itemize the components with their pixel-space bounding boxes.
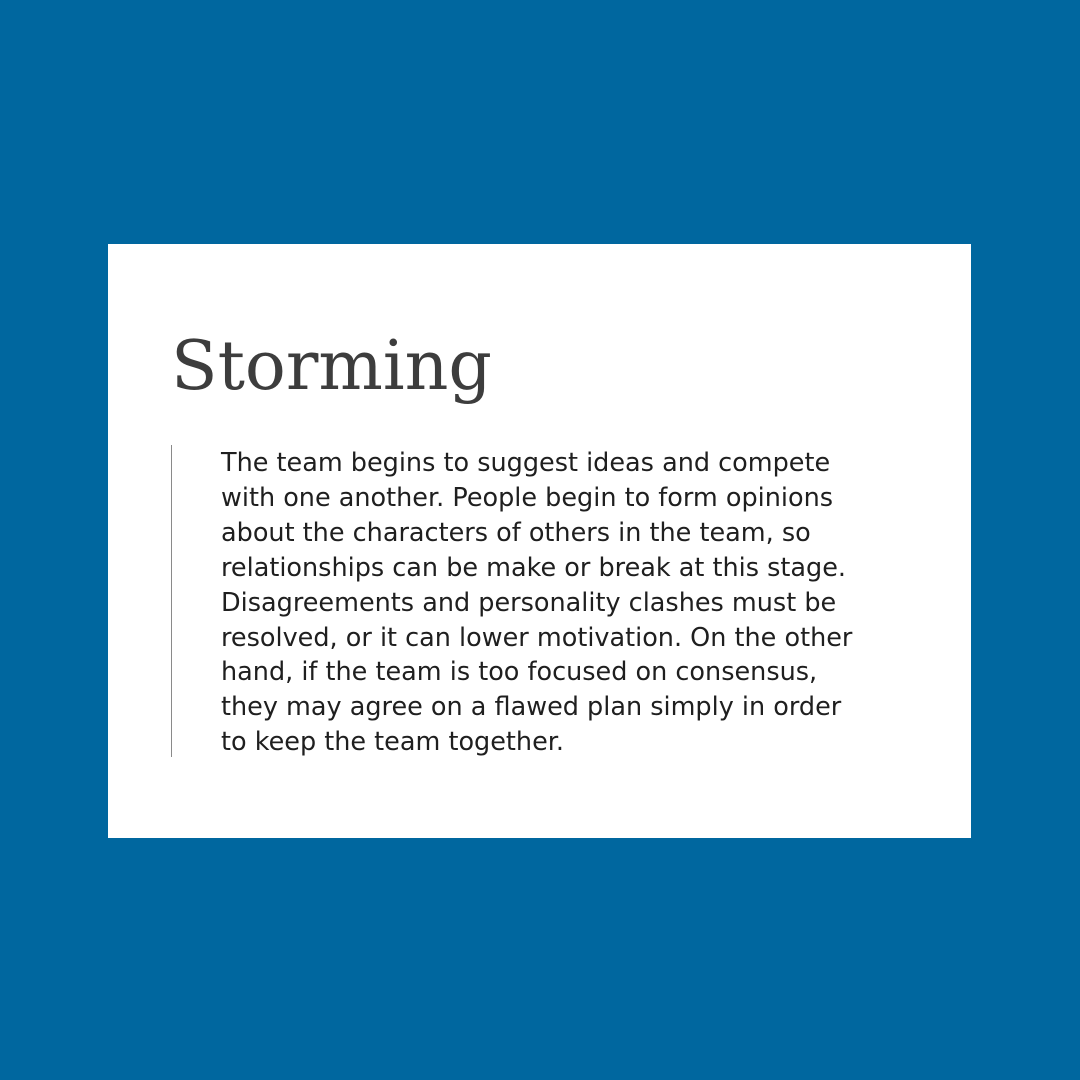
body-paragraph <box>221 446 921 760</box>
body-line: hand, if the team is too focused on consensus, <box>221 657 818 688</box>
body-line: resolved, or it can lower motivation. On the other <box>221 622 853 653</box>
body-line: to keep the team together. <box>221 727 565 758</box>
content-card <box>108 244 971 838</box>
body-line: Disagreements and personality clashes must be <box>221 587 837 618</box>
body-line: with one another. People begin to form opinions <box>221 482 834 513</box>
body-line: The team begins to suggest ideas and compete <box>221 448 831 478</box>
page-title: Storming <box>171 327 492 406</box>
body-line: about the characters of others in the team, so <box>221 517 811 548</box>
body-line: relationships can be make or break at this stage. <box>221 552 847 583</box>
body-line: they may agree on a flawed plan simply in order <box>221 692 842 723</box>
vertical-divider <box>171 445 172 757</box>
